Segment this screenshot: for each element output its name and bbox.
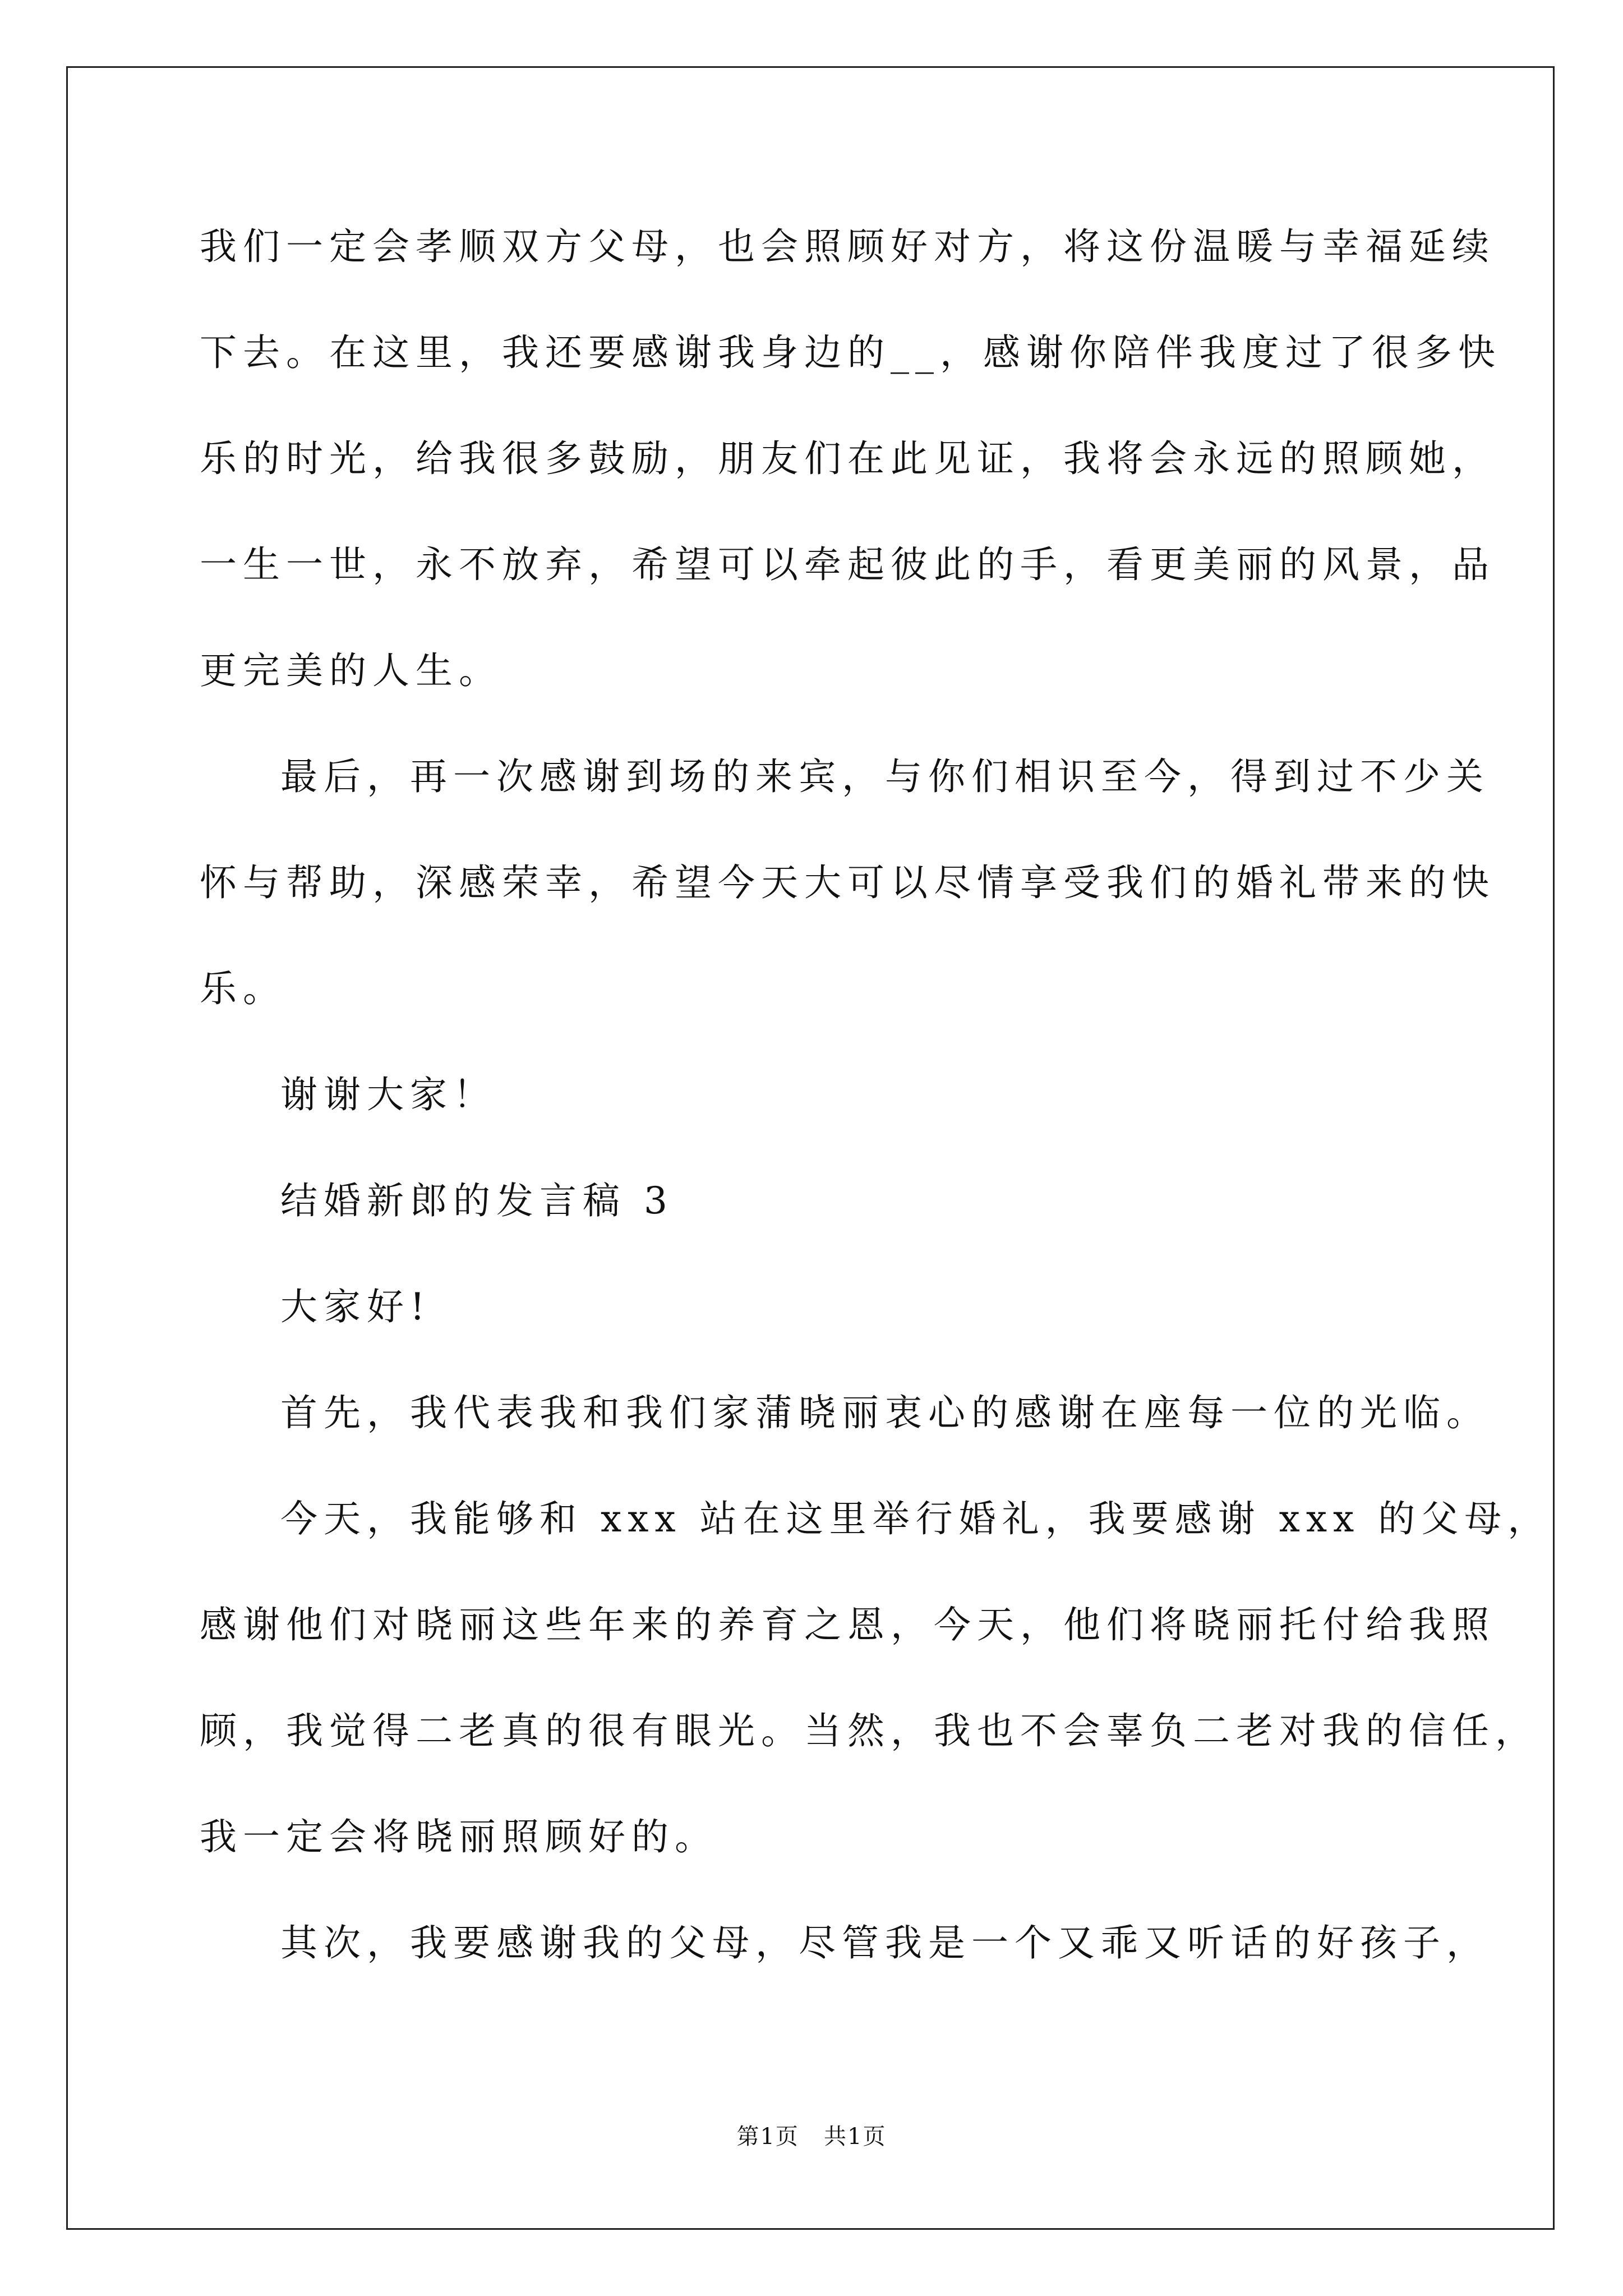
text-line: 乐的时光，给我很多鼓励，朋友们在此见证，我将会永远的照顾她，: [200, 437, 1495, 480]
text-line: 今天，我能够和 xxx 站在这里举行婚礼，我要感谢 xxx 的父母，: [280, 1497, 1551, 1540]
page-border: [66, 66, 1555, 2230]
text-line: 谢谢大家！: [280, 1073, 496, 1116]
text-line: 一生一世，永不放弃，希望可以牵起彼此的手，看更美丽的风景，品: [200, 543, 1495, 586]
text-line: 我一定会将晓丽照顾好的。: [200, 1815, 718, 1858]
text-line: 首先，我代表我和我们家蒲晓丽衷心的感谢在座每一位的光临。: [280, 1391, 1490, 1434]
text-line: 下去。在这里，我还要感谢我身边的__，感谢你陪伴我度过了很多快: [200, 331, 1501, 374]
section-heading: 结婚新郎的发言稿 3: [280, 1179, 674, 1222]
text-line: 怀与帮助，深感荣幸，希望今天大可以尽情享受我们的婚礼带来的快: [200, 861, 1495, 904]
text-line: 顾，我觉得二老真的很有眼光。当然，我也不会辜负二老对我的信任，: [200, 1709, 1538, 1752]
text-line: 乐。: [200, 967, 286, 1010]
text-line: 其次，我要感谢我的父母，尽管我是一个又乖又听话的好孩子，: [280, 1921, 1490, 1964]
text-line: 最后，再一次感谢到场的来宾，与你们相识至今，得到过不少关: [280, 755, 1490, 798]
text-line: 更完美的人生。: [200, 649, 502, 692]
text-line: 大家好!: [280, 1285, 431, 1328]
text-line: 感谢他们对晓丽这些年来的养育之恩，今天，他们将晓丽托付给我照: [200, 1603, 1495, 1646]
page-footer: 第1页 共1页: [736, 2124, 887, 2150]
text-line: 我们一定会孝顺双方父母，也会照顾好对方，将这份温暖与幸福延续: [200, 225, 1495, 268]
